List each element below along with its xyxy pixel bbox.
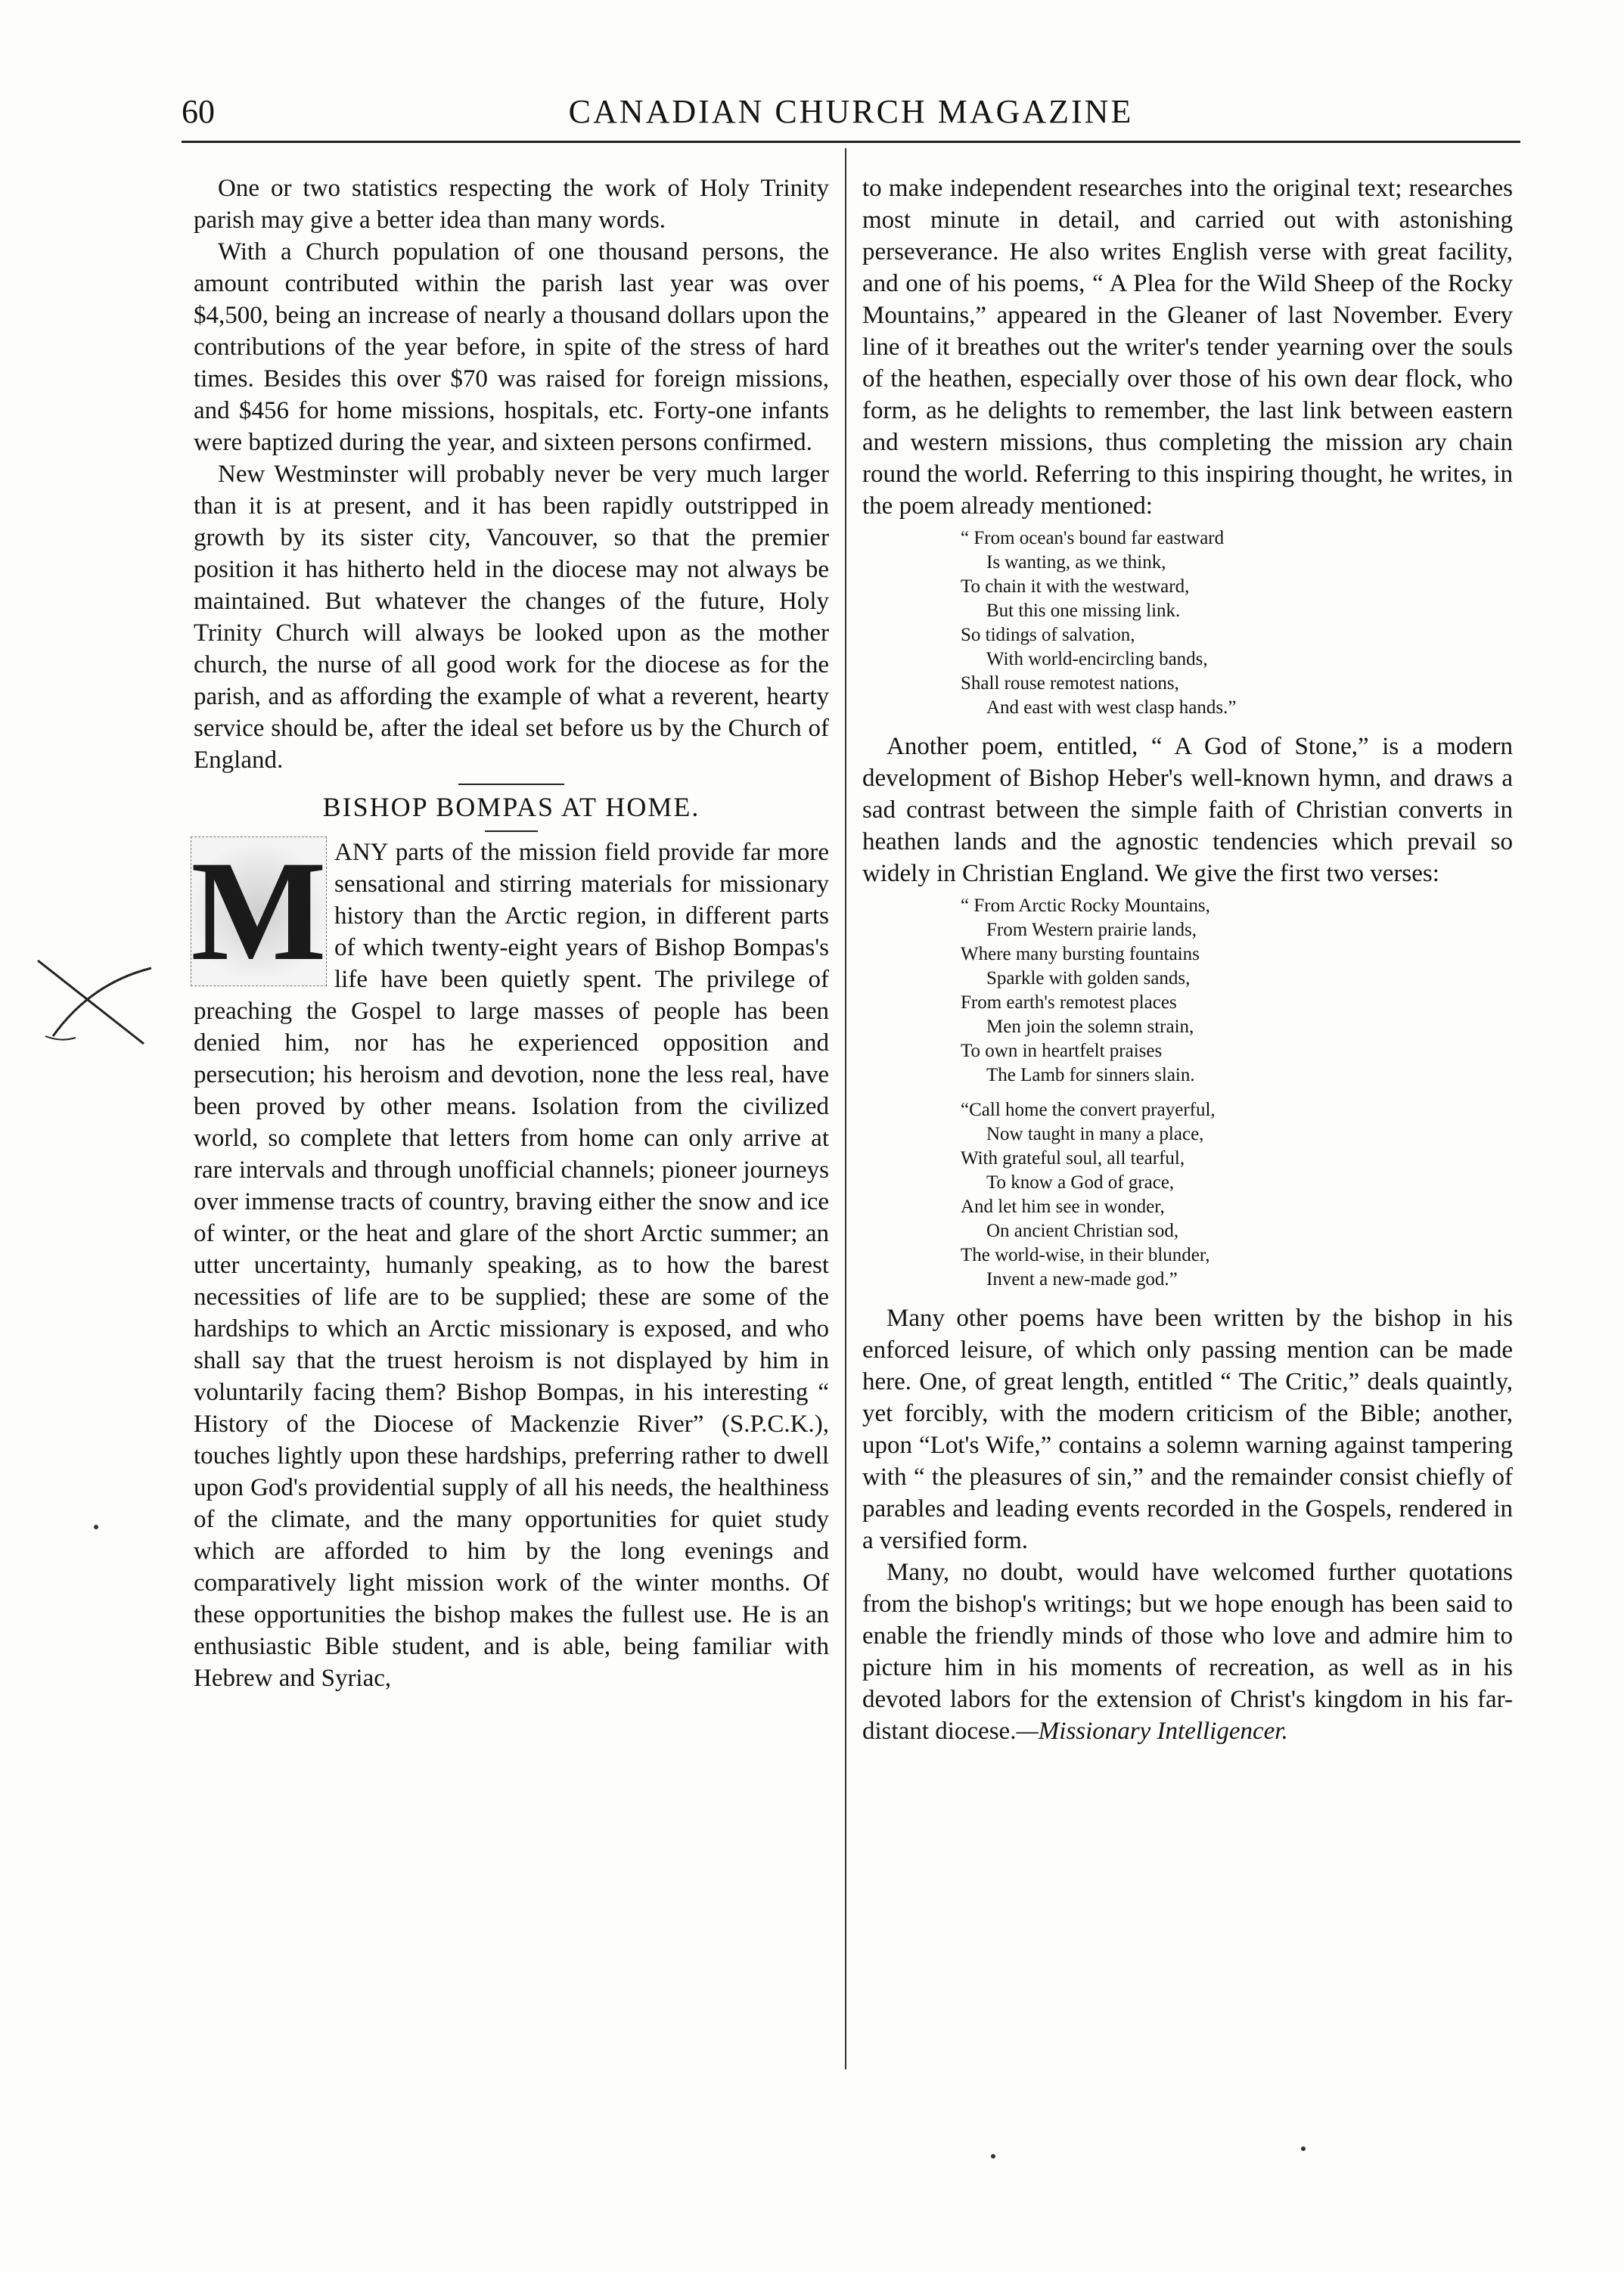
poem-line: To know a God of grace,: [986, 1172, 1175, 1193]
running-title: CANADIAN CHURCH MAGAZINE: [568, 93, 1134, 130]
closing-text: Many, no doubt, would have welcomed further quotations from the bishop's writings; but we hope enough has been said to enable the friendly minds of those who love and admire him to picture him in his moments of recreation, as well as in his devoted labors for the extension of Christ's kingdom in his far-distant diocese.: [862, 1559, 1513, 1745]
poem-line: Is wanting, as we think,: [986, 552, 1166, 573]
page-number: 60: [182, 93, 215, 130]
header-rule: [182, 141, 1520, 143]
poem-line: From Western prairie lands,: [986, 920, 1197, 940]
poem-excerpt: [961, 526, 1513, 720]
speck: [991, 2154, 995, 2159]
poem-line: To own in heartfelt praises: [961, 1041, 1163, 1061]
poem-line: And east with west clasp hands.”: [986, 697, 1237, 718]
poem-line: But this one missing link.: [986, 601, 1181, 621]
poem-line: Where many bursting fountains: [961, 944, 1200, 964]
poem-stanza: [961, 1098, 1513, 1292]
poem-line: “ From Arctic Rocky Mountains,: [961, 895, 1210, 916]
poem-line: Invent a new-made god.”: [986, 1269, 1178, 1290]
left-column: [191, 172, 829, 1694]
section-rule: [458, 784, 564, 785]
speck: [1301, 2146, 1306, 2151]
poem-line: “ From ocean's bound far eastward: [961, 528, 1225, 548]
poem-line: And let him see in wonder,: [961, 1197, 1165, 1217]
column-divider: [845, 148, 846, 2069]
poem-line: Now taught in many a place,: [986, 1124, 1204, 1144]
paragraph: One or two statistics respecting the work of Holy Trinity parish may give a better idea than many words.: [194, 175, 829, 234]
paragraph: to make independent researches into the original text; researches most minute in detail, and carried out with astonishing perseverance. He also writes English verse with great facility, and one of his poems, “ A Plea for the Wild Sheep of the Rocky Mountains,” appeared in the Gleaner of last November. Every line of it breathes out the writer's tender yearning over the souls of the heathen, especially over those of his own dear flock, who form, as he delights to remember, the last link between eastern and western missions, thus completing the mission ary chain round the world. Referring to this inspiring thought, he writes, in the poem already mentioned:: [862, 175, 1513, 520]
speck: [94, 1525, 98, 1529]
poem-excerpt: [961, 894, 1513, 1292]
paragraph: With a Church population of one thousand persons, the amount contributed within the parish last year was over $4,500, being an increase of nearly a thousand dollars upon the contributions of the year before, in spite of the stress of hard times. Besides this over $70 was raised for foreign missions, and $456 for home missions, hospitals, etc. Forty-one infants were baptized during the year, and sixteen persons confirmed.: [194, 238, 829, 456]
dropcap-letter: M: [191, 832, 327, 991]
source-credit: —Missionary Intelligencer.: [1016, 1718, 1288, 1745]
handwritten-x-mark: [30, 953, 159, 1051]
poem-line: Sparkle with golden sands,: [986, 968, 1191, 989]
poem-stanza: [961, 526, 1513, 720]
poem-line: On ancient Christian sod,: [986, 1221, 1179, 1241]
poem-line: “Call home the convert prayerful,: [961, 1100, 1216, 1120]
poem-line: Shall rouse remotest nations,: [961, 673, 1179, 694]
paragraph: Many other poems have been written by the bishop in his enforced leisure, of which only passing mention can be made here. One, of great length, entitled “ The Critic,” deals quaintly, yet forcibly, with the modern criticism of the Bible; another, upon “Lot's Wife,” contains a solemn warning against tampering with “ the pleasures of sin,” and the remainder consist chiefly of parables and leading events recorded in the Gospels, rendered in a versified form.: [862, 1305, 1513, 1554]
poem-line: To chain it with the westward,: [961, 576, 1190, 597]
ornamental-dropcap: [191, 832, 327, 991]
poem-line: With world-encircling bands,: [986, 649, 1208, 669]
article-title: BISHOP BOMPAS AT HOME.: [322, 792, 700, 822]
paragraph: ANY parts of the mission field provide far more sensational and stirring materials for missionary history than the Arctic region, in different parts of which twenty-eight years of Bishop Bompas's life have been quietly spent. The privilege of preaching the Gospel to large masses of people has been denied him, nor has he experienced opposition and persecution; his heroism and devotion, none the less real, have been proved by other means. Isolation from the civilized world, so complete that letters from home can only arrive at rare intervals and through unofficial channels; pioneer journeys over immense tracts of country, braving either the snow and ice of winter, or the heat and glare of the short Arctic summer; an utter uncertainty, humanly speaking, as to how the barest necessities of life are to be supplied; these are some of the hardships to which an Arctic missionary is exposed, and who shall say that the truest heroism is not displayed by him in voluntarily facing them? Bishop Bompas, in his interesting “ History of the Diocese of Mackenzie River” (S.P.C.K.), touches lightly upon these hardships, preferring rather to dwell upon God's providential supply of all his needs, the healthiness of the climate, and the many opportunities for quiet study which are afforded to him by the long evenings and comparatively light mission work of the winter months. Of these opportunities the bishop makes the fullest use. He is an enthusiastic Bible student, and is able, being familiar with Hebrew and Syriac,: [194, 839, 829, 1692]
right-column: [862, 172, 1513, 1747]
section-rule: [485, 830, 538, 832]
poem-line: The world-wise, in their blunder,: [961, 1245, 1210, 1265]
page-header: [182, 92, 1520, 138]
poem-line: So tidings of salvation,: [961, 625, 1135, 645]
poem-stanza: [961, 894, 1513, 1088]
paragraph: New Westminster will probably never be very much larger than it is at present, and it has been rapidly outstripped in growth by its sister city, Vancouver, so that the premier position it has hitherto held in the diocese may not always be maintained. But whatever the changes of the future, Holy Trinity Church will always be looked upon as the mother church, the nurse of all good work for the diocese as for the parish, and as affording the example of what a reverent, hearty service should be, after the ideal set before us by the Church of England.: [194, 461, 829, 774]
poem-line: From earth's remotest places: [961, 992, 1177, 1013]
poem-line: With grateful soul, all tearful,: [961, 1148, 1185, 1169]
paragraph: Another poem, entitled, “ A God of Stone,” is a modern development of Bishop Heber's well-known hymn, and draws a sad contrast between the simple faith of Christian converts in heathen lands and the agnostic tendencies which prevail so widely in Christian England. We give the first two verses:: [862, 733, 1513, 887]
paragraph: [862, 1557, 1513, 1747]
poem-line: Men join the solemn strain,: [986, 1017, 1194, 1037]
poem-line: The Lamb for sinners slain.: [986, 1065, 1195, 1085]
